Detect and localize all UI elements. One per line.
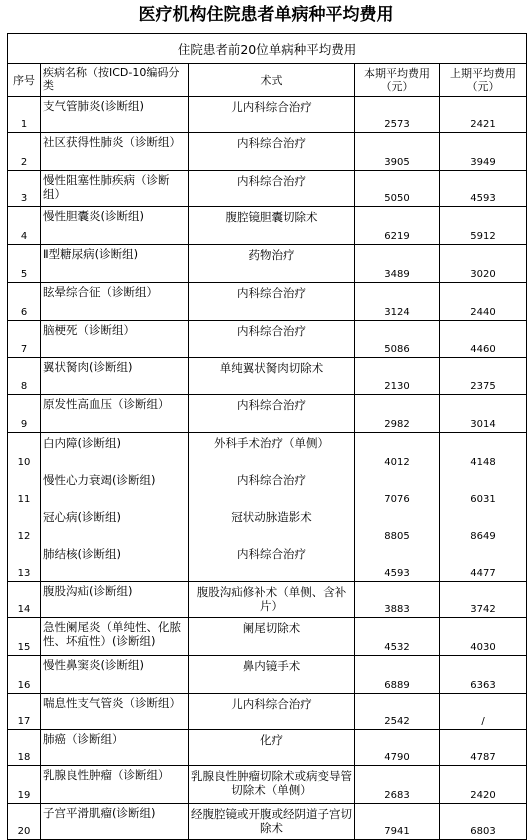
table-row <box>8 544 527 582</box>
cell-procedure: 腹腔镜胆囊切除术 <box>189 207 355 245</box>
cell-seq: 2 <box>8 133 41 171</box>
cell-procedure: 阑尾切除术 <box>189 618 355 656</box>
cell-disease-name: 乳腺良性肿瘤（诊断组） <box>41 766 189 804</box>
cell-previous-cost: 4477 <box>440 544 527 582</box>
table-row <box>8 507 527 544</box>
cell-seq: 17 <box>8 694 41 730</box>
table-row <box>8 656 527 694</box>
table-row <box>8 395 527 433</box>
cell-previous-cost: 3949 <box>440 133 527 171</box>
table-row <box>8 433 527 471</box>
table-row <box>8 470 527 507</box>
cell-disease-name: 脑梗死（诊断组） <box>41 321 189 358</box>
cell-previous-cost: 6031 <box>440 470 527 507</box>
cell-disease-name: 肺结核(诊断组) <box>41 544 189 582</box>
cell-seq: 8 <box>8 358 41 395</box>
cell-procedure: 药物治疗 <box>189 245 355 283</box>
cell-current-cost: 8805 <box>355 507 440 544</box>
header-disease-name: 疾病名称（按ICD-10编码分类 <box>41 64 189 97</box>
cell-current-cost: 2130 <box>355 358 440 395</box>
cell-seq: 3 <box>8 171 41 207</box>
cell-seq: 13 <box>8 544 41 582</box>
cell-procedure: 鼻内镜手术 <box>189 656 355 694</box>
table-row <box>8 97 527 133</box>
cell-procedure: 经腹腔镜或开腹或经阴道子宫切除术 <box>189 804 355 840</box>
table-row <box>8 694 527 730</box>
table-subtitle: 住院患者前20位单病种平均费用 <box>8 34 527 64</box>
cell-disease-name: 慢性鼻窦炎(诊断组) <box>41 656 189 694</box>
cell-disease-name: 冠心病(诊断组) <box>41 507 189 544</box>
cell-seq: 18 <box>8 730 41 766</box>
cell-seq: 12 <box>8 507 41 544</box>
cell-current-cost: 7941 <box>355 804 440 840</box>
cell-previous-cost: 4787 <box>440 730 527 766</box>
cell-previous-cost: 4593 <box>440 171 527 207</box>
cell-disease-name: 急性阑尾炎（单纯性、化脓性、坏疽性）(诊断组) <box>41 618 189 656</box>
cell-disease-name: 白内障(诊断组) <box>41 433 189 471</box>
table-row <box>8 618 527 656</box>
cell-seq: 16 <box>8 656 41 694</box>
cell-previous-cost: 2375 <box>440 358 527 395</box>
table-subtitle-row <box>8 34 527 64</box>
cell-disease-name: 支气管肺炎(诊断组) <box>41 97 189 133</box>
cell-previous-cost: 3020 <box>440 245 527 283</box>
header-current-cost: 本期平均费用（元） <box>355 64 440 97</box>
cell-disease-name: 社区获得性肺炎（诊断组） <box>41 133 189 171</box>
cell-current-cost: 4593 <box>355 544 440 582</box>
header-procedure: 术式 <box>189 64 355 97</box>
table-row <box>8 245 527 283</box>
cell-current-cost: 6889 <box>355 656 440 694</box>
cell-disease-name: Ⅱ型糖尿病(诊断组) <box>41 245 189 283</box>
cell-procedure: 内科综合治疗 <box>189 470 355 507</box>
cell-current-cost: 3489 <box>355 245 440 283</box>
cell-procedure: 乳腺良性肿瘤切除术或病变导管切除术（单侧） <box>189 766 355 804</box>
cell-current-cost: 3905 <box>355 133 440 171</box>
header-seq: 序号 <box>8 64 41 97</box>
cell-current-cost: 2573 <box>355 97 440 133</box>
cell-procedure: 内科综合治疗 <box>189 171 355 207</box>
table-row <box>8 766 527 804</box>
cell-previous-cost: / <box>440 694 527 730</box>
cell-procedure: 化疗 <box>189 730 355 766</box>
table-row <box>8 207 527 245</box>
cell-procedure: 内科综合治疗 <box>189 544 355 582</box>
table-row <box>8 358 527 395</box>
cell-current-cost: 3883 <box>355 582 440 618</box>
cell-procedure: 内科综合治疗 <box>189 321 355 358</box>
cell-current-cost: 4790 <box>355 730 440 766</box>
cell-current-cost: 2982 <box>355 395 440 433</box>
table-row <box>8 804 527 840</box>
cell-previous-cost: 3014 <box>440 395 527 433</box>
cell-previous-cost: 6803 <box>440 804 527 840</box>
cell-current-cost: 4012 <box>355 433 440 471</box>
cell-current-cost: 3124 <box>355 283 440 321</box>
cell-disease-name: 腹股沟疝(诊断组) <box>41 582 189 618</box>
cell-seq: 7 <box>8 321 41 358</box>
cell-current-cost: 5050 <box>355 171 440 207</box>
cell-current-cost: 2683 <box>355 766 440 804</box>
cell-disease-name: 原发性高血压（诊断组） <box>41 395 189 433</box>
table-row <box>8 582 527 618</box>
cell-procedure: 儿内科综合治疗 <box>189 97 355 133</box>
cell-seq: 9 <box>8 395 41 433</box>
cell-seq: 14 <box>8 582 41 618</box>
cell-current-cost: 4532 <box>355 618 440 656</box>
cell-previous-cost: 5912 <box>440 207 527 245</box>
cell-seq: 15 <box>8 618 41 656</box>
cell-current-cost: 7076 <box>355 470 440 507</box>
header-previous-cost: 上期平均费用（元） <box>440 64 527 97</box>
cell-current-cost: 2542 <box>355 694 440 730</box>
table-row <box>8 133 527 171</box>
cell-procedure: 内科综合治疗 <box>189 133 355 171</box>
cell-previous-cost: 8649 <box>440 507 527 544</box>
cell-procedure: 儿内科综合治疗 <box>189 694 355 730</box>
cell-procedure: 内科综合治疗 <box>189 395 355 433</box>
table-header-row <box>8 64 527 97</box>
cell-current-cost: 6219 <box>355 207 440 245</box>
cell-seq: 20 <box>8 804 41 840</box>
cell-seq: 11 <box>8 470 41 507</box>
page-title: 医疗机构住院患者单病种平均费用 <box>138 5 394 25</box>
cell-previous-cost: 2440 <box>440 283 527 321</box>
cell-seq: 10 <box>8 433 41 471</box>
cell-disease-name: 慢性心力衰竭(诊断组) <box>41 470 189 507</box>
cell-disease-name: 慢性阻塞性肺疾病（诊断组） <box>41 171 189 207</box>
cell-disease-name: 肺癌（诊断组） <box>41 730 189 766</box>
cell-procedure: 腹股沟疝修补术（单侧、含补片） <box>189 582 355 618</box>
cell-disease-name: 翼状胬肉(诊断组) <box>41 358 189 395</box>
cell-disease-name: 喘息性支气管炎（诊断组） <box>41 694 189 730</box>
cell-previous-cost: 4030 <box>440 618 527 656</box>
cell-procedure: 单纯翼状胬肉切除术 <box>189 358 355 395</box>
cell-disease-name: 慢性胆囊炎(诊断组) <box>41 207 189 245</box>
cell-seq: 1 <box>8 97 41 133</box>
cost-table <box>7 33 527 840</box>
cell-procedure: 冠状动脉造影术 <box>189 507 355 544</box>
cell-disease-name: 眩晕综合征（诊断组） <box>41 283 189 321</box>
table-row <box>8 730 527 766</box>
cell-disease-name: 子宫平滑肌瘤(诊断组) <box>41 804 189 840</box>
cell-procedure: 内科综合治疗 <box>189 283 355 321</box>
table-row <box>8 171 527 207</box>
cell-previous-cost: 4460 <box>440 321 527 358</box>
cell-seq: 5 <box>8 245 41 283</box>
cell-procedure: 外科手术治疗（单侧） <box>189 433 355 471</box>
cell-previous-cost: 2420 <box>440 766 527 804</box>
cell-previous-cost: 6363 <box>440 656 527 694</box>
cell-seq: 19 <box>8 766 41 804</box>
table-row <box>8 283 527 321</box>
cell-previous-cost: 4148 <box>440 433 527 471</box>
table-row <box>8 321 527 358</box>
cell-previous-cost: 2421 <box>440 97 527 133</box>
cell-previous-cost: 3742 <box>440 582 527 618</box>
cell-seq: 6 <box>8 283 41 321</box>
cell-current-cost: 5086 <box>355 321 440 358</box>
cell-seq: 4 <box>8 207 41 245</box>
